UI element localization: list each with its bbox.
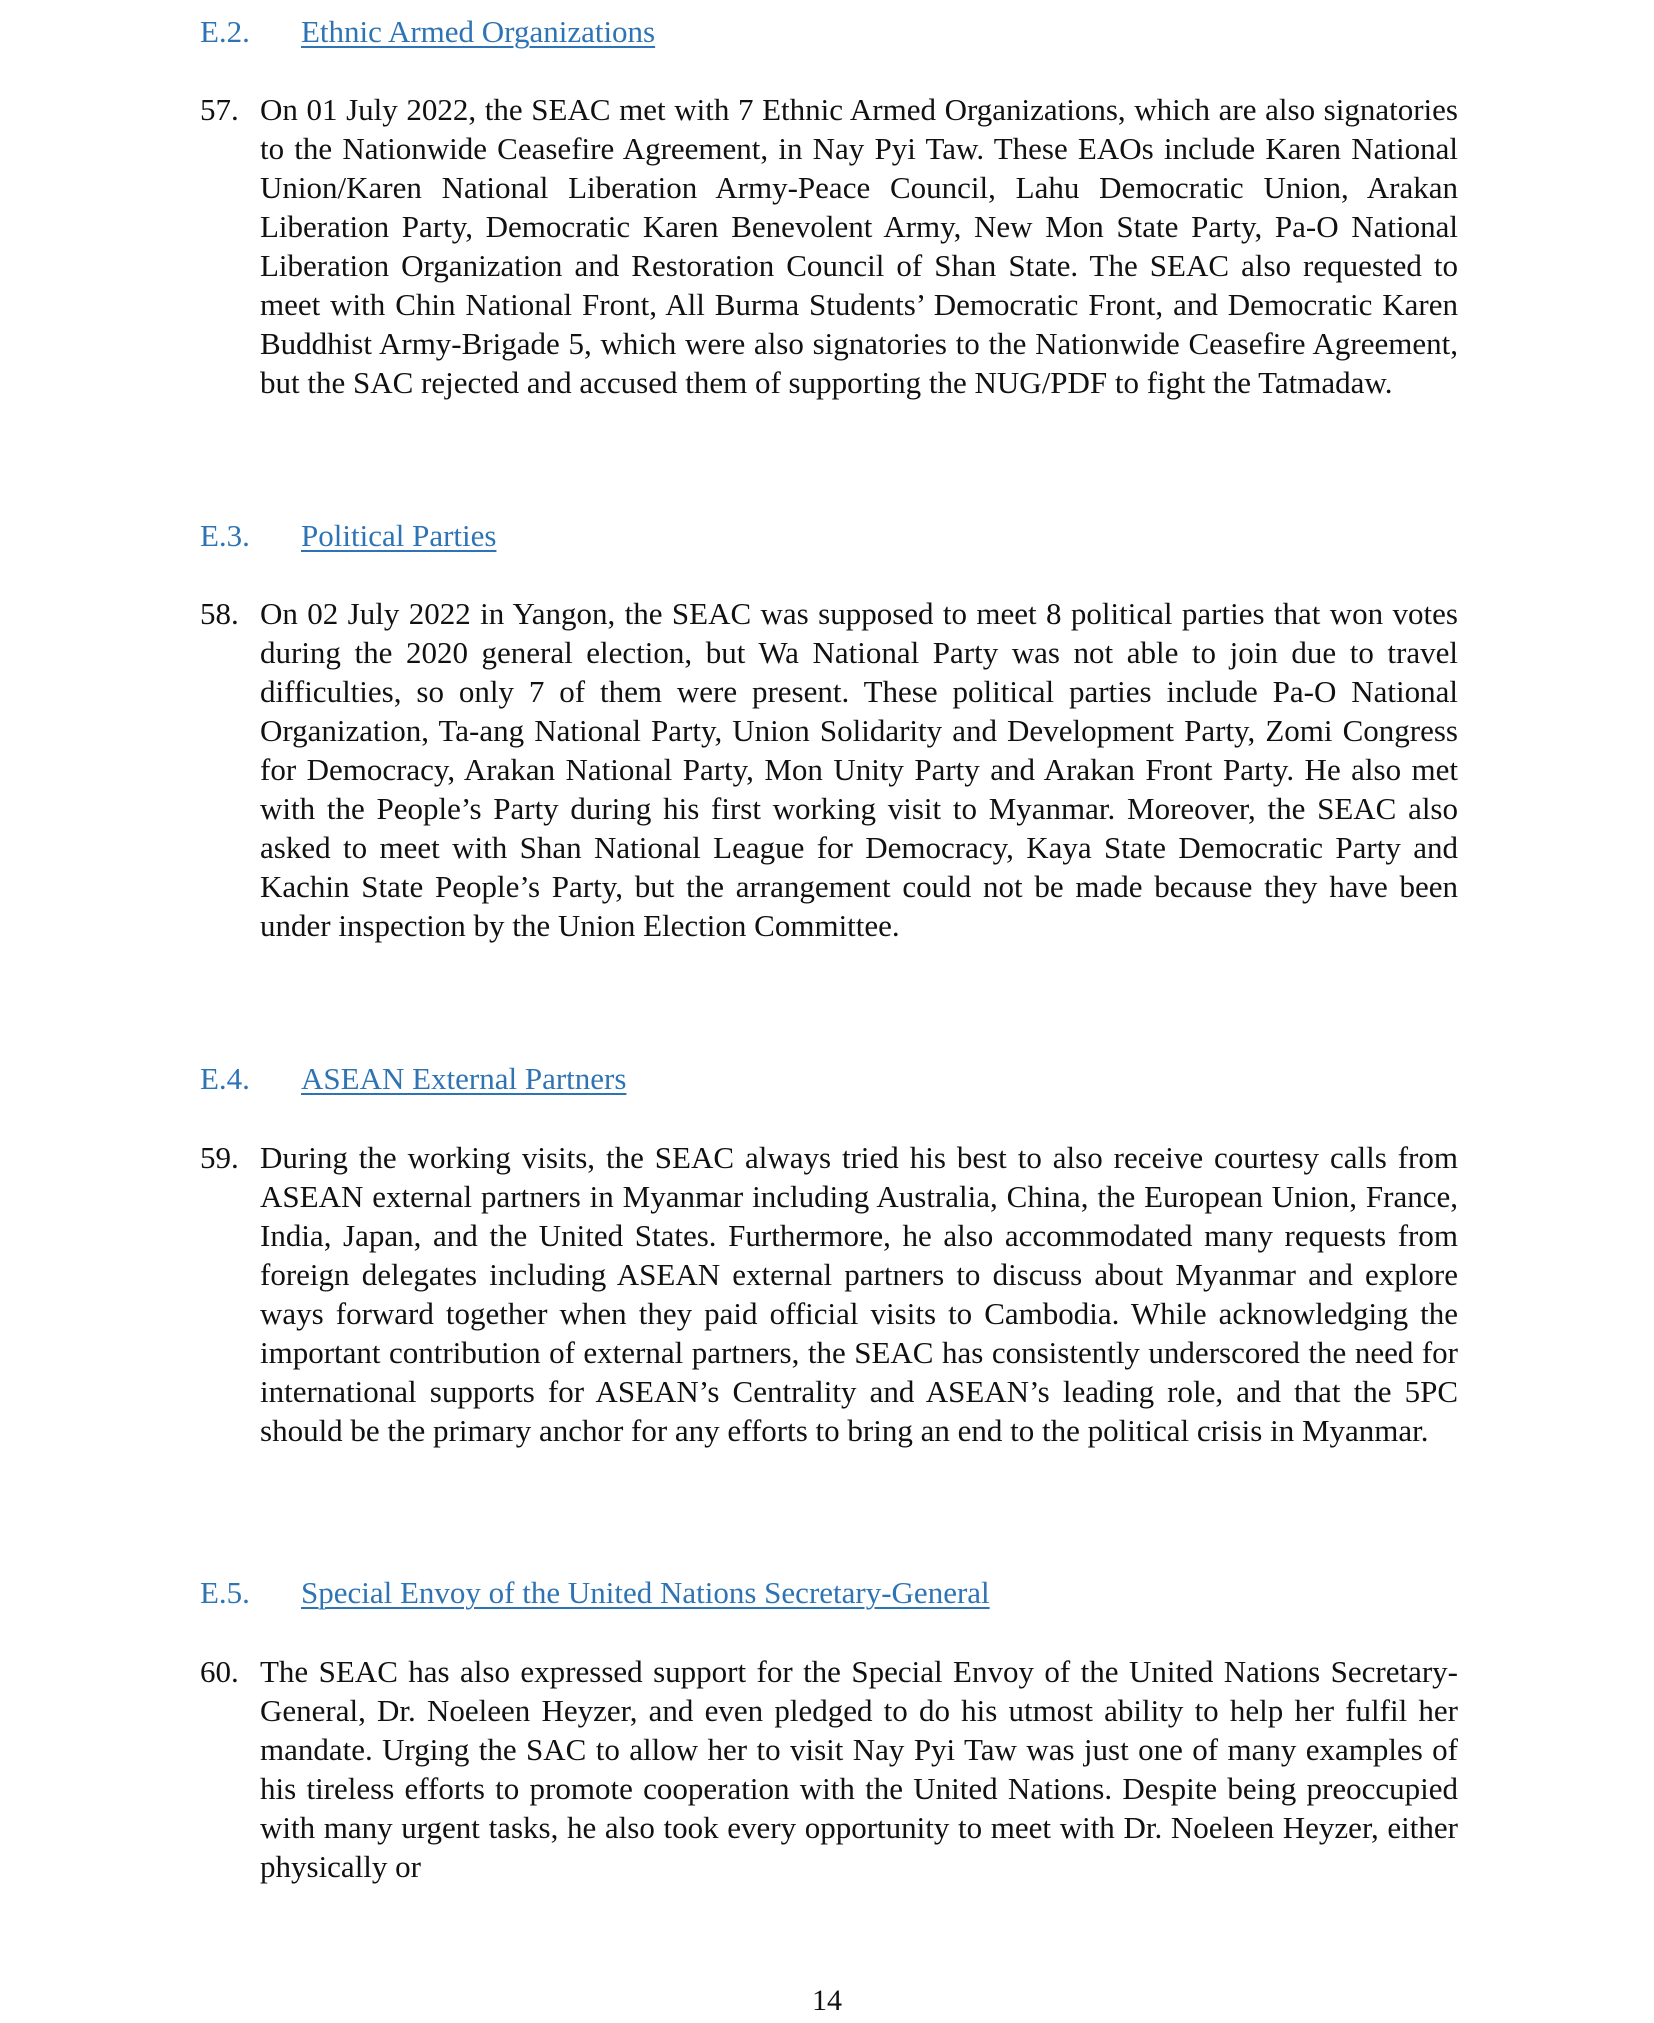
paragraph-number: 59.: [200, 1140, 239, 1175]
paragraph-text: On 01 July 2022, the SEAC met with 7 Ethnic Armed Organizations, which are also signatories to the Nationwide Ceasefire Agreement, in Nay Pyi Taw. These EAOs include Karen National Union/Karen National Liberation Army-Peace Council, Lahu Democratic Union, Arakan Liberation Party, Democratic Karen Benevolent Army, New Mon State Party, Pa-O National Liberation Organization and Restoration Council of Shan State. The SEAC also requested to meet with Chin National Front, All Burma Students’ Democratic Front, and Democratic Karen Buddhist Army-Brigade 5, which were also signatories to the Nationwide Ceasefire Agreement, but the SAC rejected and accused them of supporting the NUG/PDF to fight the Tatmadaw.: [260, 92, 1458, 400]
paragraph-text: During the working visits, the SEAC always tried his best to also receive courtesy calls from ASEAN external partners in Myanmar including Australia, China, the European Union, France, India, Japan, and the United States. Furthermore, he also accommodated many requests from foreign delegates including ASEAN external partners to discuss about Myanmar and explore ways forward together when they paid official visits to Cambodia. While acknowledging the important contribution of external partners, the SEAC has consistently underscored the need for international supports for ASEAN’s Centrality and ASEAN’s leading role, and that the 5PC should be the primary anchor for any efforts to bring an end to the political crisis in Myanmar.: [260, 1140, 1458, 1448]
paragraph-57: [200, 90, 1458, 402]
paragraph-number: 58.: [200, 596, 239, 631]
section-heading-e5: [200, 1574, 990, 1612]
page-number: 14: [812, 1984, 842, 2017]
section-heading-e4: [200, 1060, 626, 1098]
paragraph-number: 57.: [200, 92, 239, 127]
section-number: E.5.: [200, 1575, 250, 1610]
section-number: E.2.: [200, 14, 250, 49]
section-title: Ethnic Armed Organizations: [301, 14, 656, 49]
section-heading-e3: [200, 517, 496, 555]
paragraph-text: The SEAC has also expressed support for the Special Envoy of the United Nations Secretary-General, Dr. Noeleen Heyzer, and even pledged to do his utmost ability to help her fulfil her mandate. Urging the SAC to allow her to visit Nay Pyi Taw was just one of many examples of his tireless efforts to promote cooperation with the United Nations. Despite being preoccupied with many urgent tasks, he also took every opportunity to meet with Dr. Noeleen Heyzer, either physically or: [260, 1654, 1458, 1884]
paragraph-59: [200, 1138, 1458, 1450]
paragraph-58: [200, 594, 1458, 945]
section-title: Political Parties: [301, 518, 497, 553]
paragraph-text: On 02 July 2022 in Yangon, the SEAC was supposed to meet 8 political parties that won votes during the 2020 general election, but Wa National Party was not able to join due to travel difficulties, so only 7 of them were present. These political parties include Pa-O National Organization, Ta-ang National Party, Union Solidarity and Development Party, Zomi Congress for Democracy, Arakan National Party, Mon Unity Party and Arakan Front Party. He also met with the People’s Party during his first working visit to Myanmar. Moreover, the SEAC also asked to meet with Shan National League for Democracy, Kaya State Democratic Party and Kachin State People’s Party, but the arrangement could not be made because they have been under inspection by the Union Election Committee.: [260, 596, 1458, 943]
section-title: Special Envoy of the United Nations Secretary-General: [301, 1575, 990, 1610]
paragraph-60: [200, 1652, 1458, 1886]
paragraph-number: 60.: [200, 1654, 239, 1689]
section-number: E.3.: [200, 518, 250, 553]
section-title: ASEAN External Partners: [301, 1061, 627, 1096]
section-number: E.4.: [200, 1061, 250, 1096]
section-heading-e2: [200, 13, 655, 51]
